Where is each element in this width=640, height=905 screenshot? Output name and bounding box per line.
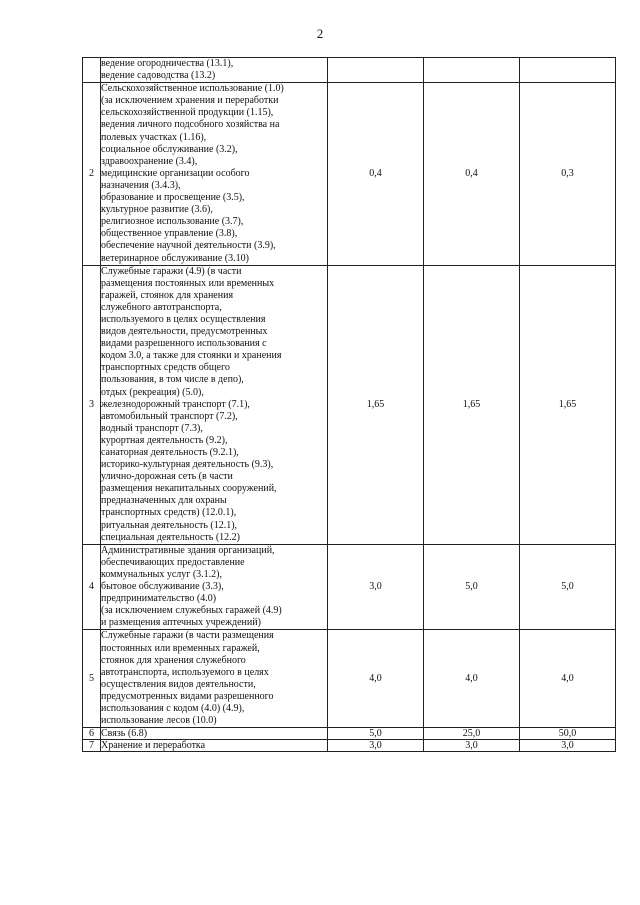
description-line: полевых участках (1.16), [101,131,207,143]
row-value-col1: 5,0 [328,728,424,740]
description-line: улично-дорожная сеть (в части [101,471,233,483]
row-value-col3: 50,0 [520,728,616,740]
row-value-col3: 3,0 [520,740,616,752]
description-line: служебного автотранспорта, [101,301,222,313]
row-description [101,83,328,265]
description-line: Служебные гаражи (4.9) (в части [101,265,242,277]
row-description [101,544,328,630]
description-line: медицинские организации особого [101,167,250,179]
row-value-col1 [328,58,424,83]
description-line: автотранспорта, используемого в целях [101,666,269,678]
description-line: ветеринарное обслуживание (3.10) [101,252,249,264]
description-line: осуществления видов деятельности, [101,678,256,690]
description-line: Хранение и переработка [101,740,206,752]
description-line: образование и просвещение (3.5), [101,192,245,204]
description-line: Связь (6.8) [101,728,148,740]
row-description [101,630,328,728]
page-number: 2 [316,26,324,41]
row-number: 2 [83,83,101,265]
table-row [83,544,616,630]
description-line: специальная деятельность (12.2) [101,531,241,543]
description-line: транспортных средств) (12.0.1), [101,507,237,519]
description-line: санаторная деятельность (9.2.1), [101,447,239,458]
row-value-col1: 3,0 [328,544,424,630]
row-number: 4 [83,544,101,630]
row-value-col3: 1,65 [520,265,616,544]
row-value-col2: 5,0 [424,544,520,630]
table-row [83,58,616,83]
description-line: Служебные гаражи (в части размещения [101,630,274,642]
description-line: используемого в целях осуществления [101,313,266,325]
description-line: железнодорожный транспорт (7.1), [101,398,250,410]
row-value-col3: 4,0 [520,630,616,728]
description-line: размещения некапитальных сооружений, [101,483,277,495]
row-description [101,728,328,740]
row-description [101,740,328,752]
row-number: 7 [83,740,101,752]
row-value-col1: 4,0 [328,630,424,728]
description-line: использование лесов (10.0) [101,715,217,727]
description-line: ведения личного подсобного хозяйства на [101,119,280,131]
description-line: сельскохозяйственной продукции (1.15), [101,107,274,119]
description-line: общественное управление (3.8), [101,228,238,240]
description-line: кодом 3.0, а также для стоянки и хранения [101,350,282,362]
coefficients-table [82,57,616,752]
description-line: Административные здания организаций, [101,544,275,556]
row-value-col2: 0,4 [424,83,520,265]
table-row [83,740,616,752]
description-line: пользования, в том числе в депо), [101,374,244,386]
description-line: гаражей, стоянок для хранения [101,289,234,301]
row-value-col3 [520,58,616,83]
description-line: предпринимательство (4.0) [101,593,217,605]
row-number: 5 [83,630,101,728]
description-line: обеспечивающих предоставление [101,556,245,568]
table-row [83,83,616,265]
description-line: культурное развитие (3.6), [101,204,213,216]
row-value-col3: 0,3 [520,83,616,265]
row-description [101,265,328,544]
description-line: предусмотренных видами разрешенного [101,690,274,702]
row-value-col1: 0,4 [328,83,424,265]
description-line: водный транспорт (7.3), [101,422,203,434]
row-number: 3 [83,265,101,544]
row-number: 6 [83,728,101,740]
description-line: размещения постоянных или временных [101,277,275,289]
description-line: автомобильный транспорт (7.2), [101,410,238,422]
description-line: Сельскохозяйственное использование (1.0) [101,83,284,95]
row-value-col3: 5,0 [520,544,616,630]
description-line: видами разрешенного использования с [101,338,267,350]
description-line: использования с кодом (4.0) (4.9), [101,702,245,714]
description-line: назначения (3.4.3), [101,179,181,191]
row-value-col1: 3,0 [328,740,424,752]
description-line: (за исключением хранения и переработки [101,95,279,107]
row-value-col2: 1,65 [424,265,520,544]
description-line: (за исключением служебных гаражей (4.9) [101,605,282,617]
description-line: курортная деятельность (9.2), [101,434,228,446]
row-value-col2: 4,0 [424,630,520,728]
table-row [83,728,616,740]
description-line: транспортных средств общего [101,362,230,374]
description-line: отдых (рекреация) (5.0), [101,386,204,398]
description-line: ведение садоводства (13.2) [101,70,216,82]
table-row [83,630,616,728]
description-line: стоянок для хранения служебного [101,654,246,666]
row-value-col2: 25,0 [424,728,520,740]
row-number [83,58,101,83]
description-line: постоянных или временных гаражей, [101,642,260,654]
row-value-col2: 3,0 [424,740,520,752]
description-line: ритуальная деятельность (12.1), [101,519,238,531]
table-body [83,58,616,752]
description-line: и размещения аптечных учреждений) [101,617,261,629]
row-value-col2 [424,58,520,83]
description-line: здравоохранение (3.4), [101,155,198,167]
description-line: религиозное использование (3.7), [101,216,244,228]
description-line: социальное обслуживание (3.2), [101,143,238,155]
table-row [83,265,616,544]
description-line: видов деятельности, предусмотренных [101,326,268,338]
description-line: коммунальных услуг (3.1.2), [101,568,223,580]
description-line: бытовое обслуживание (3.3), [101,581,224,593]
description-line: обеспечение научной деятельности (3.9), [101,240,276,252]
row-value-col1: 1,65 [328,265,424,544]
description-line: историко-культурная деятельность (9.3), [101,459,274,471]
row-description [101,58,328,83]
description-line: ведение огородничества (13.1), [101,58,234,69]
description-line: предназначенных для охраны [101,495,227,507]
